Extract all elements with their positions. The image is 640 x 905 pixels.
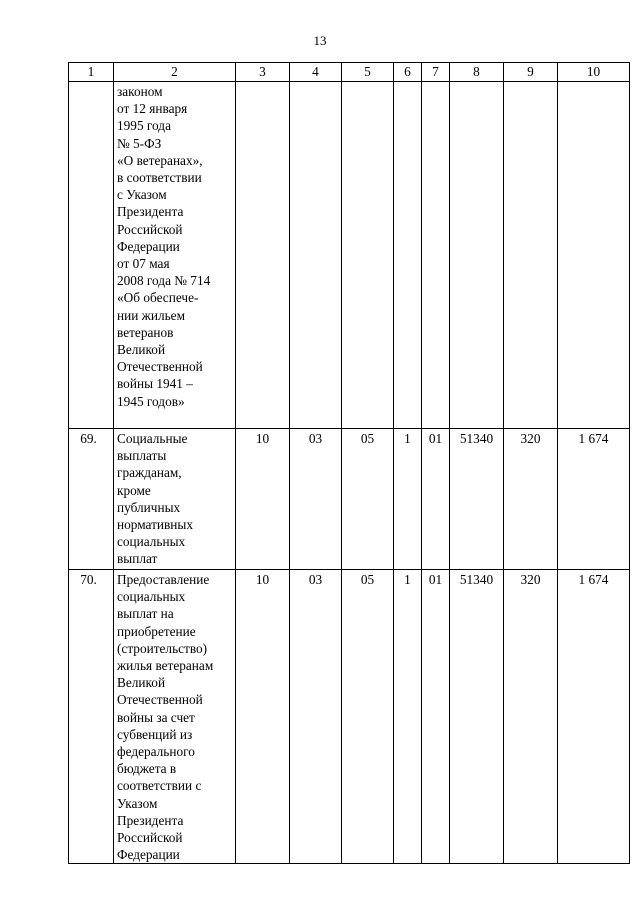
row-number-cell: 69. — [69, 429, 114, 570]
table-cell: 51340 — [450, 429, 504, 570]
header-cell: 9 — [504, 63, 558, 82]
table-cell: 1 — [394, 570, 422, 864]
description-cell: Предоставление социальных выплат на приобретение (строительство) жилья ветеранам Великой Отечественной войны за счет субвенций из федерального бюджета в соответствии с Указом Президента Российской Федерации — [114, 570, 236, 864]
table-cell — [236, 82, 290, 429]
table-row — [69, 429, 630, 570]
table-row — [69, 570, 630, 864]
table-cell: 1 674 — [558, 429, 630, 570]
table-cell: 320 — [504, 570, 558, 864]
table-cell — [504, 82, 558, 429]
table-cell — [290, 82, 342, 429]
header-cell: 10 — [558, 63, 630, 82]
table-cell: 1 — [394, 429, 422, 570]
table-cell: 05 — [342, 429, 394, 570]
header-cell: 2 — [114, 63, 236, 82]
table-cell: 320 — [504, 429, 558, 570]
header-cell: 6 — [394, 63, 422, 82]
table-cell: 10 — [236, 570, 290, 864]
table-cell — [394, 82, 422, 429]
data-table — [68, 62, 630, 864]
description-cell: законом от 12 января 1995 года № 5-ФЗ «О ветеранах», в соответствии с Указом Президента Российской Федерации от 07 мая 2008 года № 714 «Об обеспече- нии жильем ветеранов Великой Отечественной войны 1941 – 1945 годов» — [114, 82, 236, 429]
row-number-cell: 70. — [69, 570, 114, 864]
header-cell: 8 — [450, 63, 504, 82]
header-row — [69, 63, 630, 82]
header-cell: 4 — [290, 63, 342, 82]
table-cell: 03 — [290, 429, 342, 570]
table-cell — [450, 82, 504, 429]
table-cell: 51340 — [450, 570, 504, 864]
row-number-cell — [69, 82, 114, 429]
table-cell: 01 — [422, 429, 450, 570]
description-cell: Социальные выплаты гражданам, кроме публичных нормативных социальных выплат — [114, 429, 236, 570]
table-cell — [558, 82, 630, 429]
table-cell — [422, 82, 450, 429]
table-cell: 05 — [342, 570, 394, 864]
table-cell — [342, 82, 394, 429]
table-cell: 01 — [422, 570, 450, 864]
header-cell: 5 — [342, 63, 394, 82]
header-cell: 1 — [69, 63, 114, 82]
header-cell: 7 — [422, 63, 450, 82]
table-row — [69, 82, 630, 429]
header-cell: 3 — [236, 63, 290, 82]
table-cell: 1 674 — [558, 570, 630, 864]
table-cell: 10 — [236, 429, 290, 570]
table-cell: 03 — [290, 570, 342, 864]
page-number: 13 — [313, 33, 327, 48]
